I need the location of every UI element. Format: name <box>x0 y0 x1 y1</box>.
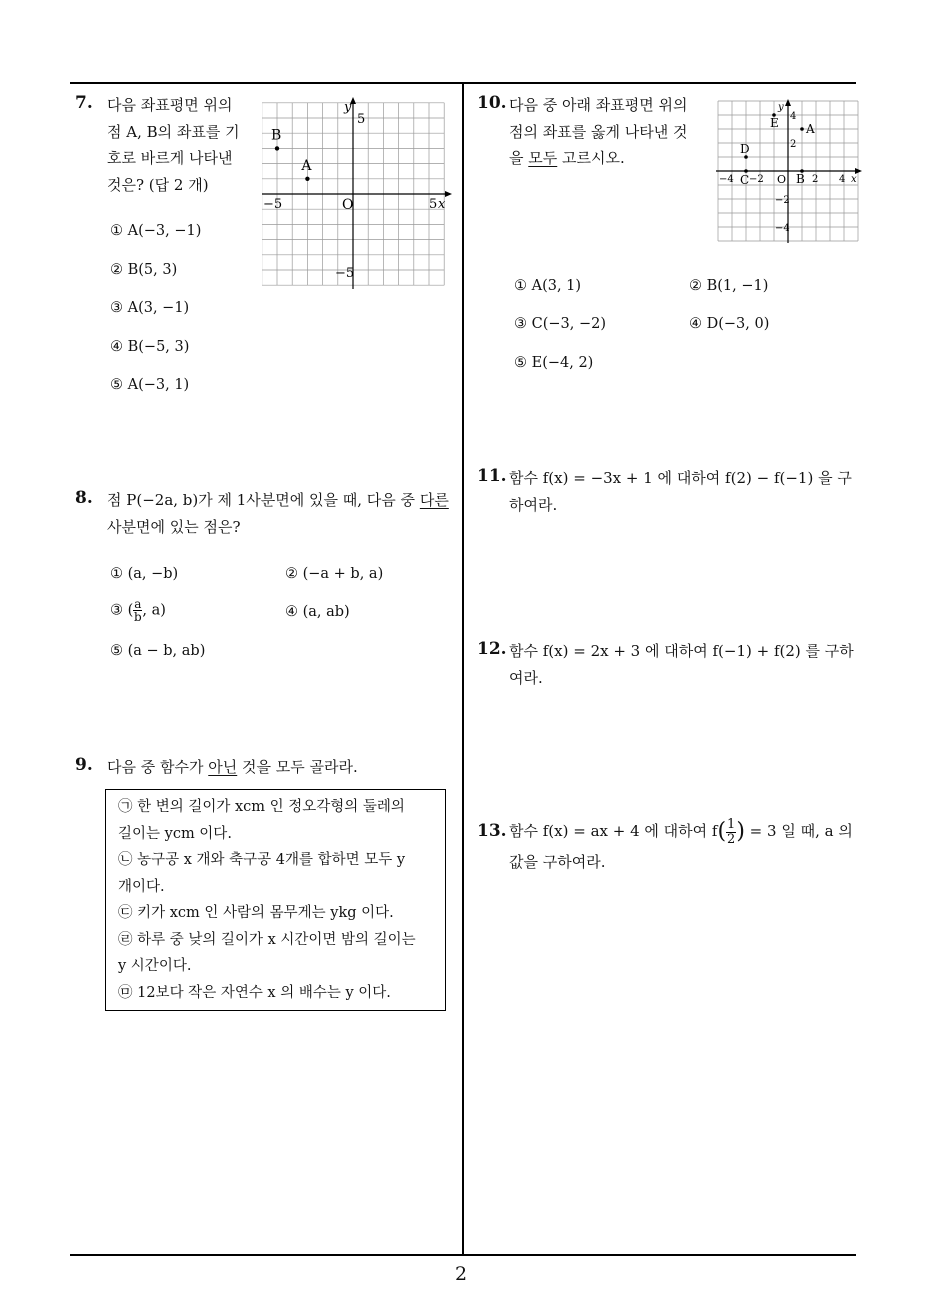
tick-x: 2 <box>812 174 819 185</box>
option-text: ③ ( <box>110 602 134 619</box>
point-A <box>305 177 309 181</box>
stem-text: = 3 일 때, a 의 <box>744 822 853 840</box>
origin-label: O <box>777 173 787 186</box>
stem-line: 다음 중 아래 좌표평면 위의 <box>509 96 688 114</box>
page-number: 2 <box>455 1263 468 1285</box>
question-stem <box>107 487 457 541</box>
point-A <box>800 127 804 131</box>
point-label-A: A <box>301 157 312 174</box>
stem-text: 것을 모두 골라라. <box>237 758 358 776</box>
statement-line: y 시간이다. <box>118 958 192 974</box>
statement-line: 길이는 ycm 이다. <box>118 825 232 842</box>
question-number: 10. <box>477 93 507 113</box>
fraction-denominator: 2 <box>727 831 736 847</box>
tick-x-pos: 5 <box>429 197 438 212</box>
stem-line: 것은? (답 2 개) <box>107 175 209 194</box>
stem-text: 을 <box>509 149 529 167</box>
question-stem <box>107 754 457 781</box>
option-1[interactable]: ① A(3, 1) <box>514 278 582 294</box>
stem-line: 함수 f(x) = −3x + 1 에 대하여 f(2) − f(−1) 을 구 <box>509 469 852 487</box>
statement-line: 개이다. <box>118 878 165 895</box>
question-stem <box>509 638 861 692</box>
option-1[interactable]: ① A(−3, −1) <box>110 223 202 239</box>
question-stem <box>509 465 861 519</box>
x-axis-label: x <box>851 174 857 185</box>
tick-x: −2 <box>749 174 764 185</box>
point-label-B: B <box>796 172 805 186</box>
point-label-D: D <box>740 142 750 156</box>
fraction-denominator: b <box>134 610 142 624</box>
option-2[interactable]: ② B(5, 3) <box>110 262 178 278</box>
option-5[interactable]: ⑤ (a − b, ab) <box>110 643 206 659</box>
coordinate-plane-q10 <box>716 99 862 245</box>
paren: ( <box>717 819 727 844</box>
option-4[interactable]: ④ (a, ab) <box>285 604 350 620</box>
x-axis-label: x <box>438 197 446 212</box>
stem-line: 점 A, B의 좌표를 기 <box>107 122 240 141</box>
tick-y: 4 <box>790 111 797 122</box>
y-axis-label: y <box>344 100 352 115</box>
stem-text: 다음 중 함수가 <box>107 758 209 776</box>
fraction-numerator: a <box>134 597 142 611</box>
stem-emphasis: 아닌 <box>208 758 238 776</box>
stem-text: 점 P(−2a, b)가 제 1사분면에 있을 때, 다음 중 <box>107 491 420 509</box>
option-5[interactable]: ⑤ E(−4, 2) <box>514 355 594 371</box>
tick-y: 2 <box>790 139 797 150</box>
option-3[interactable]: ③ C(−3, −2) <box>514 316 606 332</box>
tick-y-pos: 5 <box>357 112 366 127</box>
question-number: 8. <box>75 488 93 508</box>
statement-line: ㉡ 농구공 x 개와 축구공 4개를 합하면 모두 y <box>118 852 406 868</box>
option-5[interactable]: ⑤ A(−3, 1) <box>110 377 190 393</box>
origin-label: O <box>342 197 354 213</box>
stem-line: 값을 구하여라. <box>509 853 606 871</box>
option-2[interactable]: ② (−a + b, a) <box>285 566 384 582</box>
coordinate-plane-q7 <box>262 97 452 291</box>
stem-emphasis: 모두 <box>528 149 558 167</box>
option-3[interactable]: ③ A(3, −1) <box>110 300 190 316</box>
statement-line: ㉠ 한 변의 길이가 xcm 인 정오각형의 둘레의 <box>118 799 405 815</box>
question-number: 11. <box>477 466 507 486</box>
question-number: 7. <box>75 93 93 113</box>
question-stem <box>509 92 709 172</box>
stem-text: 고르시오. <box>557 149 625 167</box>
stem-emphasis: 다른 <box>419 491 449 509</box>
statement-box <box>105 789 446 1011</box>
paren: ) <box>736 819 745 844</box>
stem-line: 점의 좌표를 옳게 나타낸 것 <box>509 122 688 141</box>
tick-x-neg: −5 <box>263 197 283 212</box>
point-label-E: E <box>770 116 779 130</box>
stem-line: 함수 f(x) = 2x + 3 에 대하여 f(−1) + f(2) 를 구하 <box>509 642 854 660</box>
option-4[interactable]: ④ D(−3, 0) <box>689 316 770 332</box>
stem-line: 하여라. <box>509 496 558 514</box>
option-3[interactable] <box>110 598 166 623</box>
statement-line: ㉢ 키가 xcm 인 사람의 몸무게는 ykg 이다. <box>118 905 394 921</box>
tick-x: 4 <box>839 174 846 185</box>
point-B <box>275 146 279 150</box>
option-1[interactable]: ① (a, −b) <box>110 566 179 582</box>
point-label-A: A <box>806 122 815 136</box>
statement-line: ㉣ 하루 중 낮의 길이가 x 시간이면 밤의 길이는 <box>118 931 416 948</box>
y-axis-label: y <box>778 102 784 113</box>
option-4[interactable]: ④ B(−5, 3) <box>110 339 190 355</box>
fraction-numerator: 1 <box>727 816 736 832</box>
tick-y: −2 <box>775 195 790 206</box>
point-label-B: B <box>271 127 282 144</box>
stem-line: 다음 좌표평면 위의 <box>107 96 233 114</box>
question-stem <box>107 92 267 198</box>
tick-y: −4 <box>775 223 790 234</box>
tick-x: −4 <box>719 174 734 185</box>
stem-line: 여라. <box>509 669 543 687</box>
question-number: 12. <box>477 639 507 659</box>
point-label-C: C <box>740 173 750 187</box>
fraction <box>726 818 736 847</box>
statement-line: ㉤ 12보다 작은 자연수 x 의 배수는 y 이다. <box>118 984 391 1001</box>
option-text: , a) <box>142 602 166 619</box>
option-2[interactable]: ② B(1, −1) <box>689 278 769 294</box>
question-number: 9. <box>75 755 93 775</box>
stem-text: 사분면에 있는 점은? <box>107 518 241 536</box>
stem-line: 호로 바르게 나타낸 <box>107 149 233 167</box>
column-divider <box>462 82 464 1256</box>
question-number: 13. <box>477 821 507 841</box>
question-stem <box>509 814 861 876</box>
tick-y-neg: −5 <box>335 266 355 281</box>
stem-text: 함수 f(x) = ax + 4 에 대하여 f <box>509 822 718 840</box>
